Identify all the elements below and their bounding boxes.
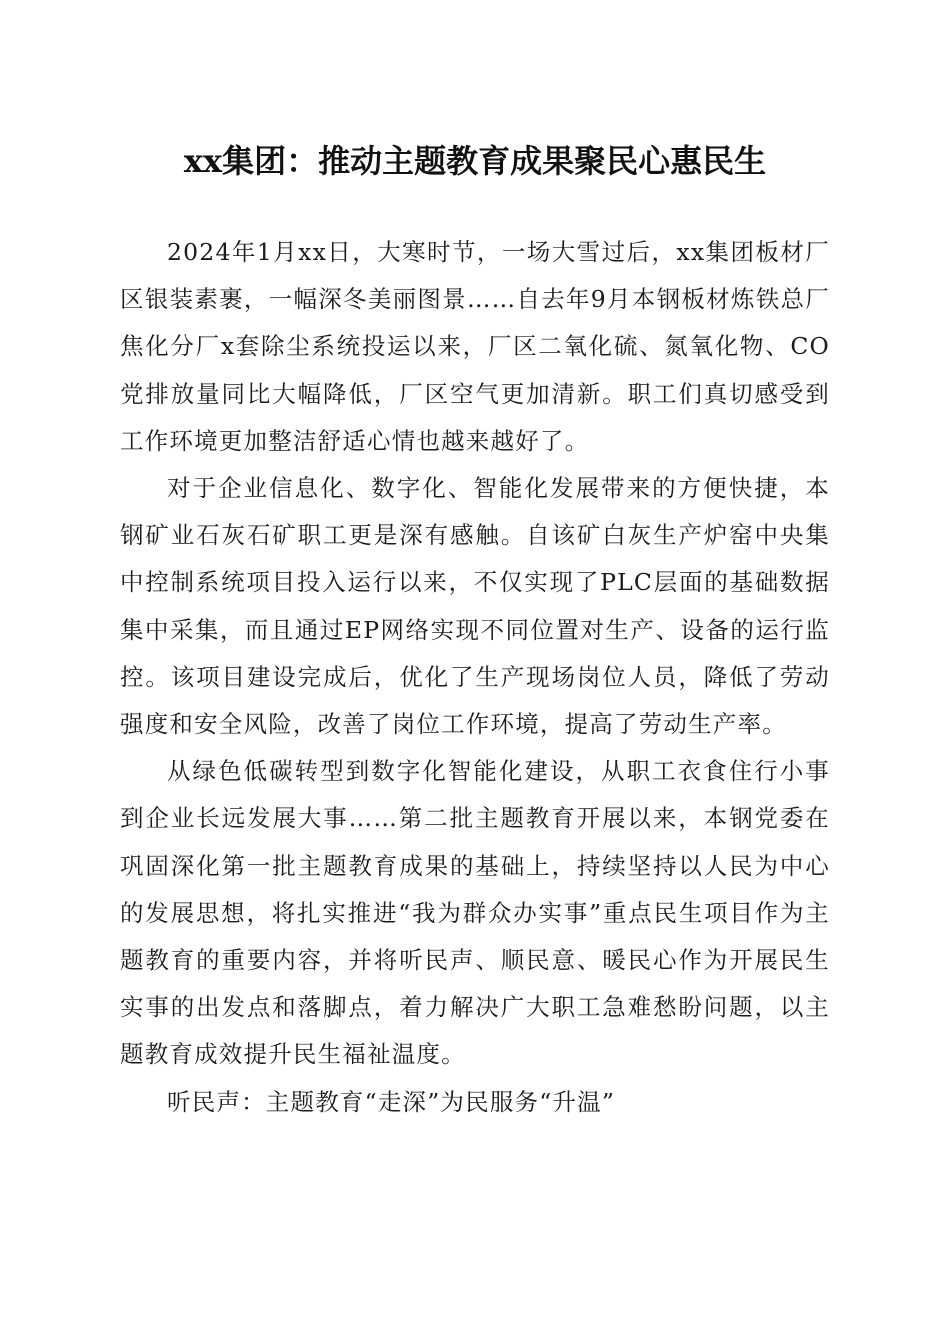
paragraph-1: 2024年1月xx日，大寒时节，一场大雪过后，xx集团板材厂区银装素裹，一幅深冬美丽图景……自去年9月本钢板材炼铁总厂焦化分厂x套除尘系统投运以来，厂区二氧化硫、氮氧化物、CO党排放量同比大幅降低，厂区空气更加清新。职工们真切感受到工作环境更加整洁舒适心情也越来越好了。 (120, 238, 830, 455)
paragraph-3: 从绿色低碳转型到数字化智能化建设，从职工衣食住行小事到企业长远发展大事……第二批主题教育开展以来，本钢党委在巩固深化第一批主题教育成果的基础上，持续坚持以人民为中心的发展思想，将扎实推进“我为群众办实事”重点民生项目作为主题教育的重要内容，并将听民声、顺民意、暖民心作为开展民生实事的出发点和落脚点，着力解决广大职工急难愁盼问题，以主题教育成效提升民生福祉温度。 (120, 757, 830, 1069)
paragraph-2: 对于企业信息化、数字化、智能化发展带来的方便快捷，本钢矿业石灰石矿职工更是深有感触。自该矿白灰生产炉窑中央集中控制系统项目投入运行以来，不仅实现了PLC层面的基础数据集中采集，而且通过EP网络实现不同位置对生产、设备的运行监控。该项目建设完成后，优化了生产现场岗位人员，降低了劳动强度和安全风险，改善了岗位工作环境，提高了劳动生产率。 (120, 474, 830, 739)
document-body (120, 229, 830, 1126)
document-title: xx集团：推动主题教育成果聚民心惠民生 (183, 142, 767, 180)
section-heading: 听民声：主题教育“走深”为民服务“升温” (167, 1087, 616, 1116)
